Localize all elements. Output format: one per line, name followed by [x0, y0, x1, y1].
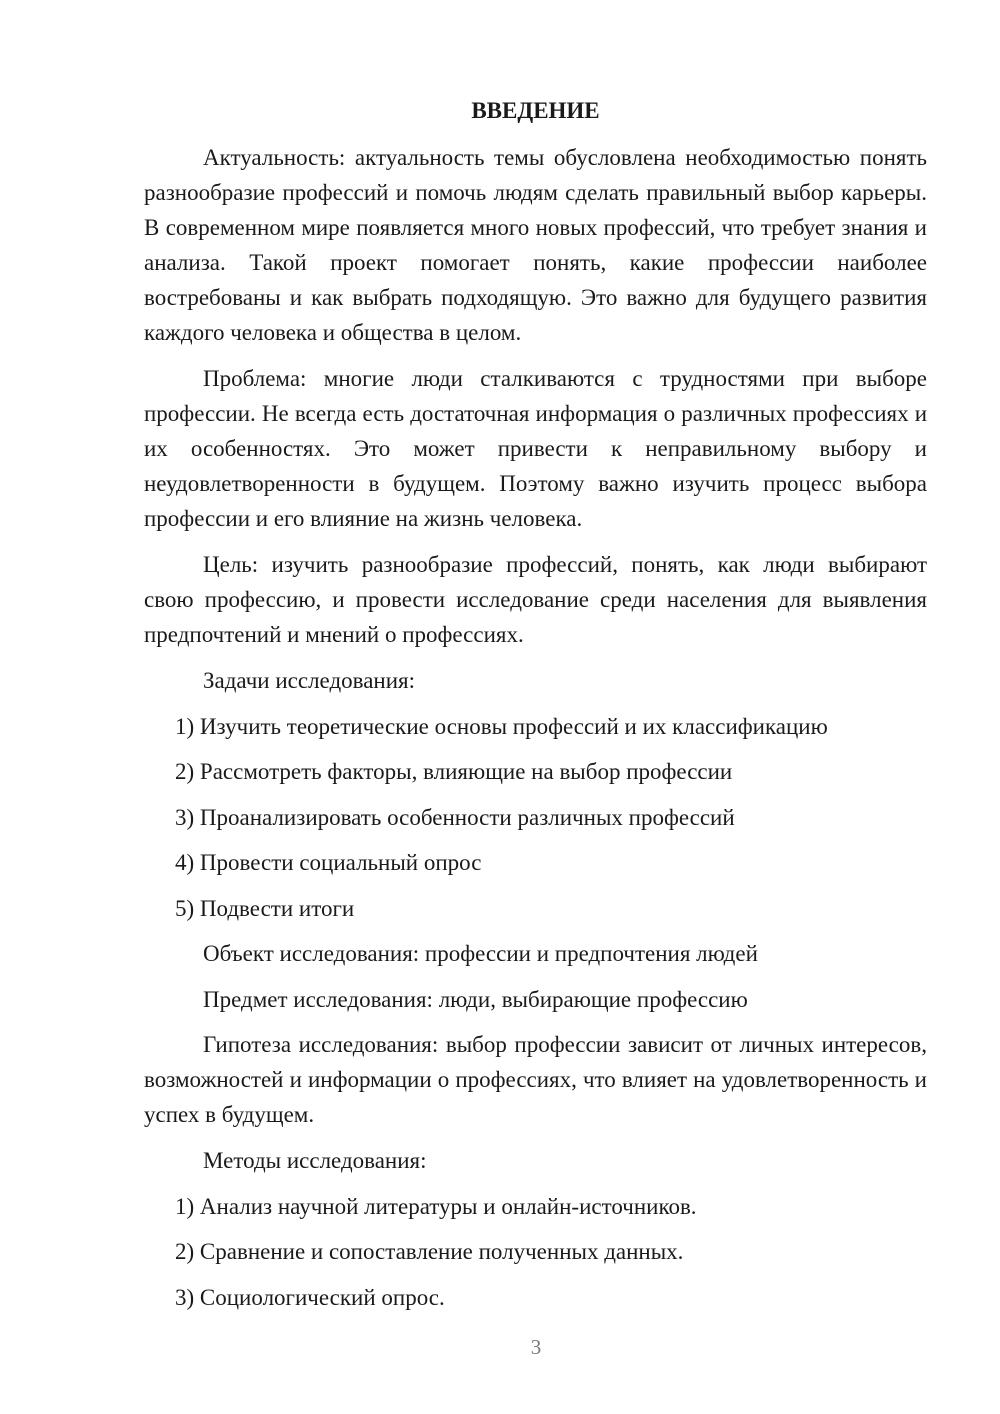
task-item: 3) Проанализировать особенности различных профессий — [175, 804, 735, 830]
methods-title: Методы исследования: — [203, 1148, 427, 1173]
subject-line: Предмет исследования: люди, выбирающие профессию — [203, 986, 748, 1012]
problem-paragraph: Проблема: многие люди сталкиваются с трудностями при выборе профессии. Не всегда есть достаточная информация о различных профессиях и их особенностях. Это может привести к неправильному выбору и неудовлетворенности в будущем. Поэтому важно изучить процесс выбора профессии и его влияние на жизнь человека. — [144, 366, 927, 531]
hypothesis-paragraph: Гипотеза исследования: выбор профессии зависит от личных интересов, возможностей и информации о профессиях, что влияет на удовлетворенность и успех в будущем. — [144, 1032, 927, 1127]
object-line: Объект исследования: профессии и предпочтения людей — [203, 941, 758, 966]
task-item: 5) Подвести итоги — [175, 895, 355, 921]
relevance-paragraph: Актуальность: актуальность темы обусловлена необходимостью понять разнообразие профессий и помочь людям сделать правильный выбор карьеры. В современном мире появляется много новых профессий, что требует знания и анализа. Такой проект помогает понять, какие профессии наиболее востребованы и как выбрать подходящую. Это важно для будущего развития каждого человека и общества в целом. — [144, 145, 927, 345]
tasks-title: Задачи исследования: — [203, 668, 416, 693]
page-number: 3 — [530, 1335, 542, 1359]
method-item: 1) Анализ научной литературы и онлайн-источников. — [175, 1193, 697, 1219]
task-item: 1) Изучить теоретические основы профессий и их классификацию — [175, 713, 828, 739]
method-item: 3) Социологический опрос. — [175, 1284, 445, 1310]
task-item: 2) Рассмотреть факторы, влияющие на выбор профессии — [175, 759, 733, 784]
section-heading: ВВЕДЕНИЕ — [471, 98, 600, 123]
task-item: 4) Провести социальный опрос — [175, 850, 482, 875]
goal-paragraph: Цель: изучить разнообразие профессий, понять, как люди выбирают свою профессию, и провести исследование среди населения для выявления предпочтений и мнений о профессиях. — [144, 552, 927, 647]
page-content — [144, 96, 927, 1325]
method-item: 2) Сравнение и сопоставление полученных данных. — [175, 1239, 684, 1264]
